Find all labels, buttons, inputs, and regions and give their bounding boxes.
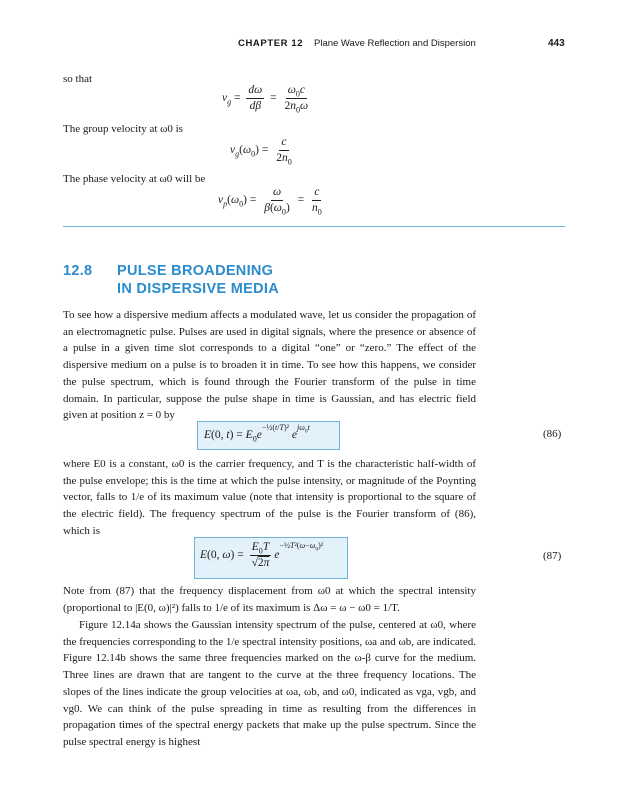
paragraph-4 xyxy=(63,617,476,751)
section-divider xyxy=(63,226,565,227)
lead-so-that: so that xyxy=(63,73,93,85)
paragraph-3-text: Note from (87) that the frequency displacement from ω0 at which the spectral intensity (proportional to |E(0, ω)|²) falls to 1/e of its maximum is Δω = ω − ω0 = 1/T. xyxy=(63,585,476,614)
paragraph-2 xyxy=(63,456,476,540)
paragraph-1 xyxy=(63,307,476,424)
equation-vg-at-w0: $v_g(\omega_0)$ = $\frac{c}{2n_0}$ xyxy=(230,136,292,167)
section-number: 12.8 xyxy=(63,263,93,279)
equation-86: E(0, $t) = E_0e^{-\frac{1}{2}(t/T)^2}$ $e^{j\omega_0t}$ xyxy=(204,423,310,444)
lead-phase-velocity: The phase velocity at ω0 will be xyxy=(63,173,206,185)
page-number: 443 xyxy=(548,38,565,49)
chapter-title: Plane Wave Reflection and Dispersion xyxy=(314,38,476,49)
paragraph-1-text: To see how a dispersive medium affects a modulated wave, let us consider the propagation of an electromagnetic pulse. Pulses are used in digital signals, where the presence or absence of a pulse in a given time slot corresponds to a digital “one” or “zero.” The effect of the dispersive medium on a pulse is to broaden it in time. To see how this happens, we consider the pulse spectrum, which is found through the Fourier transform of the pulse in time domain. In particular, suppose the pulse shape in time is Gaussian, and has electric field given at position z = 0 by xyxy=(63,309,476,422)
section-title-line1: PULSE BROADENING xyxy=(117,263,274,279)
chapter-label: CHAPTER 12 xyxy=(238,38,304,49)
paragraph-4-text: Figure 12.14a shows the Gaussian intensity spectrum of the pulse, centered at ω0, where the frequencies corresponding to the 1/e spectral intensity positions, ωa and ωb, are indicated. Figure 12.14b shows the same three frequencies marked on the ω-β curve for the medium. Three lines are drawn that are tangent to the curve at the three frequency locations. The slopes of the lines indicate the group velocities at ωa, ωb, and ω0, indicated as vga, vgb, and vg0. We can think of the pulse spreading in time as resulting from the differences in propagation times of the spectral energy packets that make up the pulse spectrum. Since the pulse spectral energy is highest xyxy=(63,619,476,748)
section-title-line2: IN DISPERSIVE MEDIA xyxy=(117,281,280,297)
equation-87: E(0, ω) = $\frac{E_0T}{√2\pi}$ $e^{-\frac{1}{2}T^2(\omega-\omega_0)^2}$ xyxy=(200,541,324,569)
paragraph-3 xyxy=(63,583,476,616)
equation-vp-at-w0: $v_p(\omega_0)$ = $\frac{\omega}{\beta(\omega_0)}$ = $\frac{c}{n_0}$ xyxy=(218,186,322,217)
equation-86-label: (86) xyxy=(543,428,562,440)
equation-vg-definition: $v_g$ = $\frac{d\omega}{d\beta}$ = $\frac{\omega_0c}{2n_0\omega}$ xyxy=(222,84,309,115)
lead-group-velocity: The group velocity at ω0 is xyxy=(63,123,183,135)
paragraph-2-text: where E0 is a constant, ω0 is the carrier frequency, and T is the characteristic half-width of the pulse envelope; this is the time at which the pulse intensity, or magnitude of the Poynting vector, falls to 1/e of its maximum value (note that intensity is proportional to the square of the electric field). The frequency spectrum of the pulse is the Fourier transform of (86), which is xyxy=(63,458,476,537)
equation-87-label: (87) xyxy=(543,550,562,562)
